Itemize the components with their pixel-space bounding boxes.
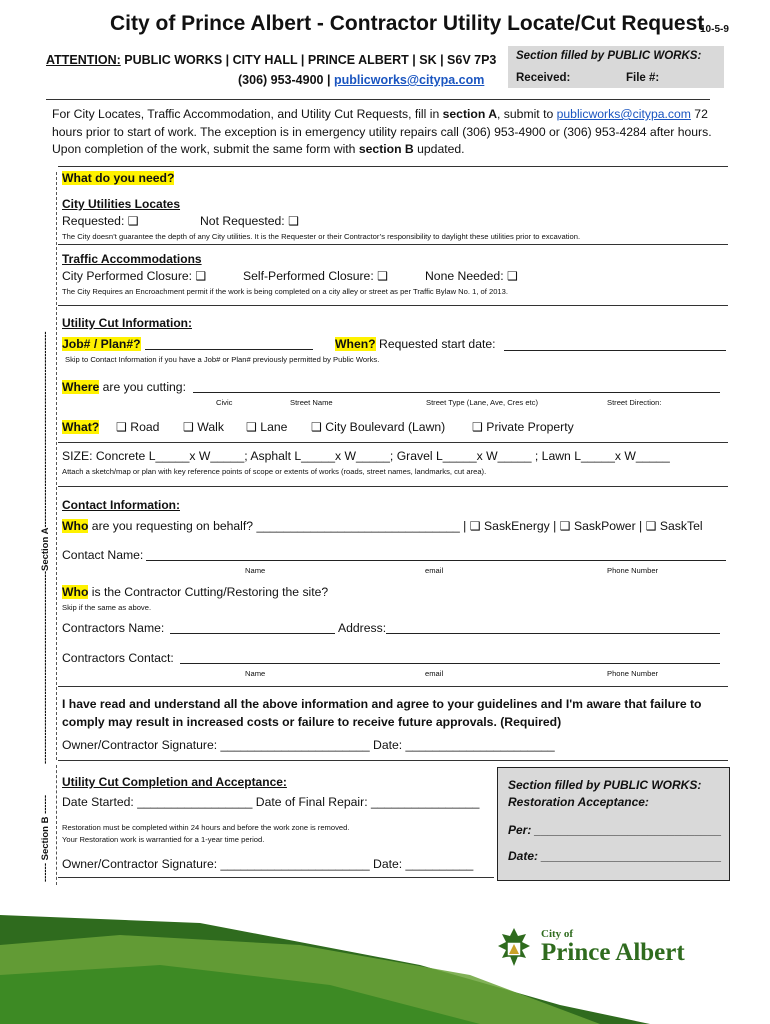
divider [58, 486, 728, 487]
attention-label: ATTENTION: [46, 53, 121, 67]
who-line[interactable]: Who are you requesting on behalf? ______________________________ | ❑ SaskEnergy | ❑ SaskPower | ❑ SaskTel [62, 519, 703, 533]
header-rule [46, 99, 710, 100]
private-property-checkbox[interactable]: ❑ Private Property [472, 420, 574, 434]
traffic-heading: Traffic Accommodations [62, 252, 202, 266]
phone-text: (306) 953-4900 | [238, 73, 334, 87]
who-contractor-line: Who is the Contractor Cutting/Restoring the site? [62, 585, 329, 599]
email-caption: email [425, 566, 444, 575]
what-label: What? [62, 420, 100, 434]
contractors-contact-input[interactable] [180, 663, 720, 664]
section-a-top-rule [58, 166, 728, 167]
where-input[interactable] [193, 392, 720, 393]
restoration-note-1: Restoration must be completed within 24 hours and before the work zone is removed. [62, 823, 350, 832]
none-needed-checkbox[interactable]: None Needed: ❑ [425, 269, 518, 283]
email-link[interactable]: publicworks@citypa.com [333, 73, 485, 87]
city-closure-checkbox[interactable]: City Performed Closure: ❑ [62, 269, 207, 283]
lane-checkbox[interactable]: ❑ Lane [246, 420, 288, 434]
locates-requested-checkbox[interactable]: Requested: ❑ [62, 214, 139, 228]
received-label: Received: [516, 72, 571, 84]
contractors-name-input[interactable] [170, 633, 335, 634]
logo-big-text: Prince Albert [541, 939, 685, 966]
locates-note: The City doesn’t guarantee the depth of any City utilities. It is the Requester or their Contractor’s responsibility to daylight these utilities prior to excavation. [62, 232, 581, 241]
logo-small-text: City of [541, 928, 574, 940]
traffic-note: The City Requires an Encroachment permit if the work is being completed on a city alley or street as per Traffic Bylaw No. 1, of 2013. [62, 287, 508, 296]
file-label: File #: [626, 72, 660, 84]
restoration-note-2: Your Restoration work is warrantied for a 1-year time period. [62, 835, 265, 844]
attention-line [46, 53, 496, 67]
contractors-name-label: Contractors Name: [62, 621, 165, 635]
section-b-bottom-rule [58, 877, 494, 878]
street-type-label: Street Type (Lane, Ave, Cres etc) [426, 398, 538, 407]
pw-title: Section filled by PUBLIC WORKS: [508, 778, 702, 792]
divider [58, 442, 728, 443]
address-label: Address: [338, 621, 387, 635]
attention-text: PUBLIC WORKS | CITY HALL | PRINCE ALBERT | SK | S6V 7P3 [124, 53, 497, 67]
self-closure-checkbox[interactable]: Self-Performed Closure: ❑ [243, 269, 389, 283]
contractors-contact-label: Contractors Contact: [62, 651, 174, 665]
phone-caption: Phone Number [607, 566, 659, 575]
section-a-signature-line[interactable]: Owner/Contractor Signature: ______________________ Date: ______________________ [62, 738, 555, 752]
form-number: 10-5-9 [700, 24, 729, 35]
skip-note: Skip to Contact Information if you have a Job# or Plan# previously permitted by Public Works. [65, 355, 380, 364]
street-direction-label: Street Direction: [607, 398, 662, 407]
phone-caption: Phone Number [607, 669, 659, 678]
section-a-label: -------------------------------------------------------------Section A-------------------------------------------------------------- [40, 331, 51, 764]
pw-box-title: Section filled by PUBLIC WORKS: [516, 50, 702, 62]
name-caption: Name [245, 669, 266, 678]
divider [58, 686, 728, 687]
attach-note: Attach a sketch/map or plan with key reference points of scope or extents of works (roads, street names, landmarks, cut area). [62, 467, 487, 476]
intro-email-link[interactable]: publicworks@citypa.com [556, 107, 691, 121]
contact-heading: Contact Information: [62, 498, 180, 512]
road-checkbox[interactable]: ❑ Road [116, 420, 160, 434]
page-title: City of Prince Albert - Contractor Utility Locate/Cut Request [110, 12, 705, 35]
size-line[interactable]: SIZE: Concrete L_____x W_____; Asphalt L_____x W_____; Gravel L_____x W_____ ; Lawn L_____x W_____ [62, 449, 670, 463]
section-b-public-works-box [497, 767, 730, 881]
pw-per-field[interactable]: Per: ____________________________ [508, 823, 722, 837]
when-line: When? Requested start date: [335, 337, 496, 351]
agreement-text: I have read and understand all the above information and agree to your guidelines and I'm aware that failure to comply may result in increased costs or failure to receive future approvals. (Required) [62, 697, 702, 729]
name-caption: Name [245, 566, 266, 575]
where-line: Where are you cutting: [62, 380, 186, 394]
intro-text: For City Locates, Traffic Accommodation, and Utility Cut Requests, fill in section A, submit to publicworks@citypa.com 72 hours prior to start of work. The exception is in emergency utility repairs call (306) 953-4900 or (306) 953-4284 after hours. Upon completion of the work, submit the same form with section B updated. [52, 107, 712, 157]
contact-name-label: Contact Name: [62, 548, 144, 562]
job-plan-input[interactable] [145, 349, 313, 350]
cut-heading: Utility Cut Information: [62, 316, 192, 330]
divider [58, 305, 728, 306]
skip-same-note: Skip if the same as above. [62, 603, 152, 612]
pw-subtitle: Restoration Acceptance: [508, 795, 649, 809]
email-caption: email [425, 669, 444, 678]
public-works-box [508, 46, 724, 88]
walk-checkbox[interactable]: ❑ Walk [183, 420, 224, 434]
contact-line [238, 73, 484, 87]
civic-label: Civic [216, 398, 233, 407]
job-plan-label: Job# / Plan#? [62, 337, 141, 351]
locates-heading: City Utilities Locates [62, 197, 181, 211]
locates-not-requested-checkbox[interactable]: Not Requested: ❑ [200, 214, 299, 228]
section-a-bottom-rule [58, 760, 728, 761]
city-crest-icon [492, 926, 536, 970]
section-b-label: ------ Section B ------ [40, 794, 51, 882]
boulevard-checkbox[interactable]: ❑ City Boulevard (Lawn) [311, 420, 446, 434]
start-date-input[interactable] [504, 350, 726, 351]
what-need-heading: What do you need? [62, 171, 175, 185]
section-b-heading: Utility Cut Completion and Acceptance: [62, 775, 287, 789]
date-started-line[interactable]: Date Started: _________________ Date of Final Repair: ________________ [62, 795, 480, 809]
street-name-label: Street Name [290, 398, 333, 407]
pw-date-field[interactable]: Date: ___________________________ [508, 849, 722, 863]
address-input[interactable] [386, 633, 720, 634]
section-b-signature-line[interactable]: Owner/Contractor Signature: ______________________ Date: __________ [62, 857, 474, 871]
contact-name-input[interactable] [146, 560, 726, 561]
divider [58, 244, 728, 245]
